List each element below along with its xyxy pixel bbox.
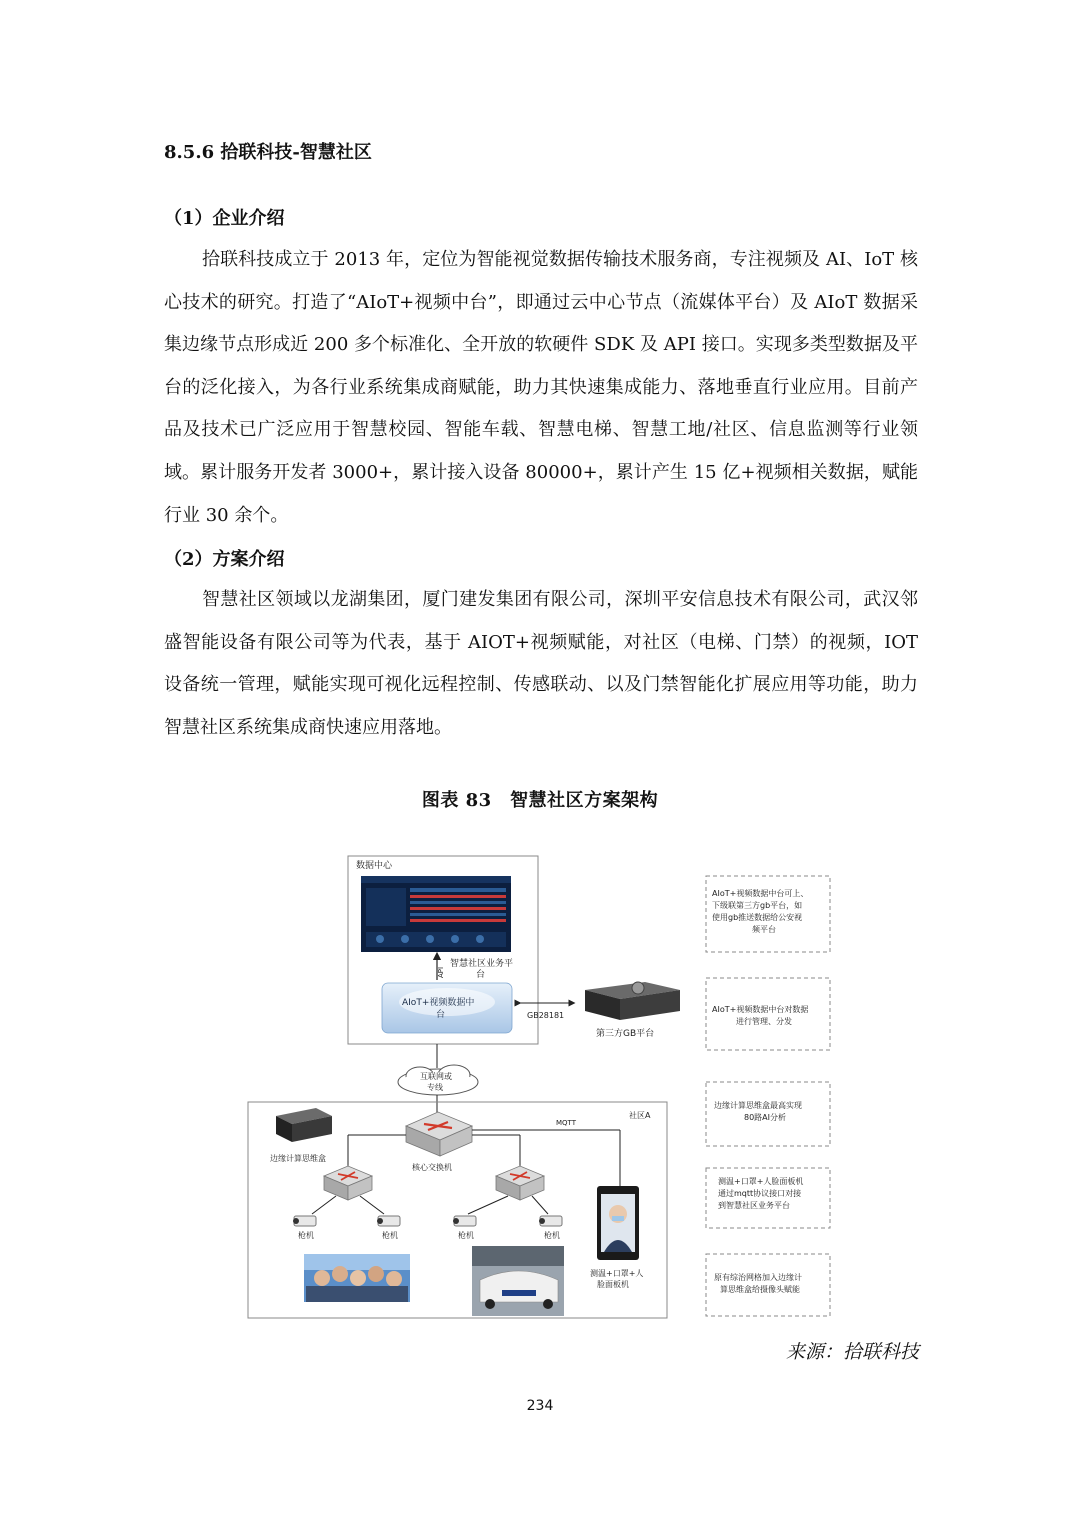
camera-4-label: 枪机 xyxy=(544,1231,560,1240)
paragraph-company-intro: 拾联科技成立于 2013 年，定位为智能视觉数据传输技术服务商，专注视频及 AI、IoT 核心技术的研究。打造了“AIoT+视频中台”，即通过云中心节点（流媒体平台）及 AIoT 数据采集边缘节点形成近 200 多个标准化、全开放的软硬件 SDK 及 API 接口。实现多类型数据及平台的泛化接入，为各行业系统集成商赋能，助力其快速集成能力、落地垂直行业应用。目前产品及技术已广泛应用于智慧校园、智能车载、智慧电梯、智慧工地/社区、信息监测等行业领域。累计服务开发者 3000+，累计接入设备 80000+，累计产生 15 亿+视频相关数据，赋能行业 30 余个。 xyxy=(164,249,918,526)
dashboard-screen-image xyxy=(361,876,511,952)
note-box-2 xyxy=(706,978,830,1050)
biz-platform-label-2: 台 xyxy=(476,970,486,980)
camera-1-label: 枪机 xyxy=(298,1231,314,1240)
residents-photo-image xyxy=(304,1254,410,1302)
face-panel-label-2: 脸面板机 xyxy=(597,1280,629,1289)
note-1-line-2: 下级联第三方gb平台，如 xyxy=(712,901,803,910)
datacenter-label: 数据中心 xyxy=(356,861,393,871)
camera-1-icon xyxy=(293,1216,316,1226)
note-2-line-2: 进行管理、分发 xyxy=(736,1017,792,1026)
car-photo-image xyxy=(472,1246,564,1316)
subsection-heading-company: （1）企业介绍 xyxy=(164,208,285,229)
core-switch-icon xyxy=(406,1112,472,1156)
camera-2-label: 枪机 xyxy=(382,1231,398,1240)
access-switch-right-icon xyxy=(496,1166,544,1200)
face-panel-label-1: 测温+口罩+人 xyxy=(590,1269,644,1278)
figure-title: 图表 83 智慧社区方案架构 xyxy=(421,790,659,811)
note-1-line-1: AIoT+视频数据中台可上、 xyxy=(712,889,809,898)
third-party-label: 第三方GB平台 xyxy=(596,1029,655,1039)
note-4-line-3: 到智慧社区业务平台 xyxy=(718,1201,790,1210)
third-party-server-icon xyxy=(585,982,680,1020)
edge-box-label: 边缘计算思维盒 xyxy=(270,1154,326,1163)
note-1-line-4: 频平台 xyxy=(752,925,776,934)
note-1-line-3: 使用gb推送数据给公安视 xyxy=(712,913,803,922)
note-4-line-2: 通过mqtt协议接口对接 xyxy=(718,1189,802,1198)
camera-3-label: 枪机 xyxy=(458,1231,474,1240)
architecture-diagram xyxy=(240,850,840,1325)
gb-label: GB28181 xyxy=(527,1011,565,1020)
cloud-label-2: 台 xyxy=(436,1010,446,1020)
note-5-line-2: 算思维盒给摄像头赋能 xyxy=(720,1285,800,1294)
edge-computing-box-icon xyxy=(276,1108,332,1142)
camera-3-icon xyxy=(453,1216,476,1226)
mqtt-label: MQTT xyxy=(556,1119,576,1127)
figure-source: 来源：拾联科技 xyxy=(786,1341,920,1363)
cloud-label-1: AIoT+视频数据中 xyxy=(402,998,475,1008)
access-switch-left-icon xyxy=(324,1166,372,1200)
biz-platform-label-1: 智慧社区业务平 xyxy=(450,959,514,969)
section-heading: 8.5.6 拾联科技-智慧社区 xyxy=(164,142,372,163)
note-3-line-1: 边缘计算思维盒最高实现 xyxy=(714,1101,802,1110)
cloud-platform-icon xyxy=(382,983,512,1033)
internet-label-2: 专线 xyxy=(427,1083,443,1092)
note-5-line-1: 原有综治网格加入边缘计 xyxy=(714,1273,802,1282)
note-4-line-1: 测温+口罩+人脸面板机 xyxy=(718,1177,804,1186)
paragraph-solution-intro: 智慧社区领域以龙湖集团，厦门建发集团有限公司，深圳平安信息技术有限公司，武汉邻盛智能设备有限公司等为代表，基于 AIOT+视频赋能，对社区（电梯、门禁）的视频，IOT 设备统一管理，赋能实现可视化远程控制、传感联动、以及门禁智能化扩展应用等功能，助力智慧社区系统集成商快速应用落地。 xyxy=(164,589,918,738)
api-label: API xyxy=(437,966,445,978)
note-3-line-2: 80路AI分析 xyxy=(744,1113,787,1122)
community-label: 社区A xyxy=(629,1111,651,1120)
internet-label-1: 互联网或 xyxy=(420,1072,452,1081)
camera-4-icon xyxy=(539,1216,562,1226)
core-switch-label: 核心交换机 xyxy=(412,1163,452,1172)
face-panel-device-icon xyxy=(597,1186,639,1260)
subsection-heading-solution: （2）方案介绍 xyxy=(164,549,285,570)
note-2-line-1: AIoT+视频数据中台对数据 xyxy=(712,1005,809,1014)
camera-2-icon xyxy=(377,1216,400,1226)
page-number: 234 xyxy=(526,1398,554,1414)
